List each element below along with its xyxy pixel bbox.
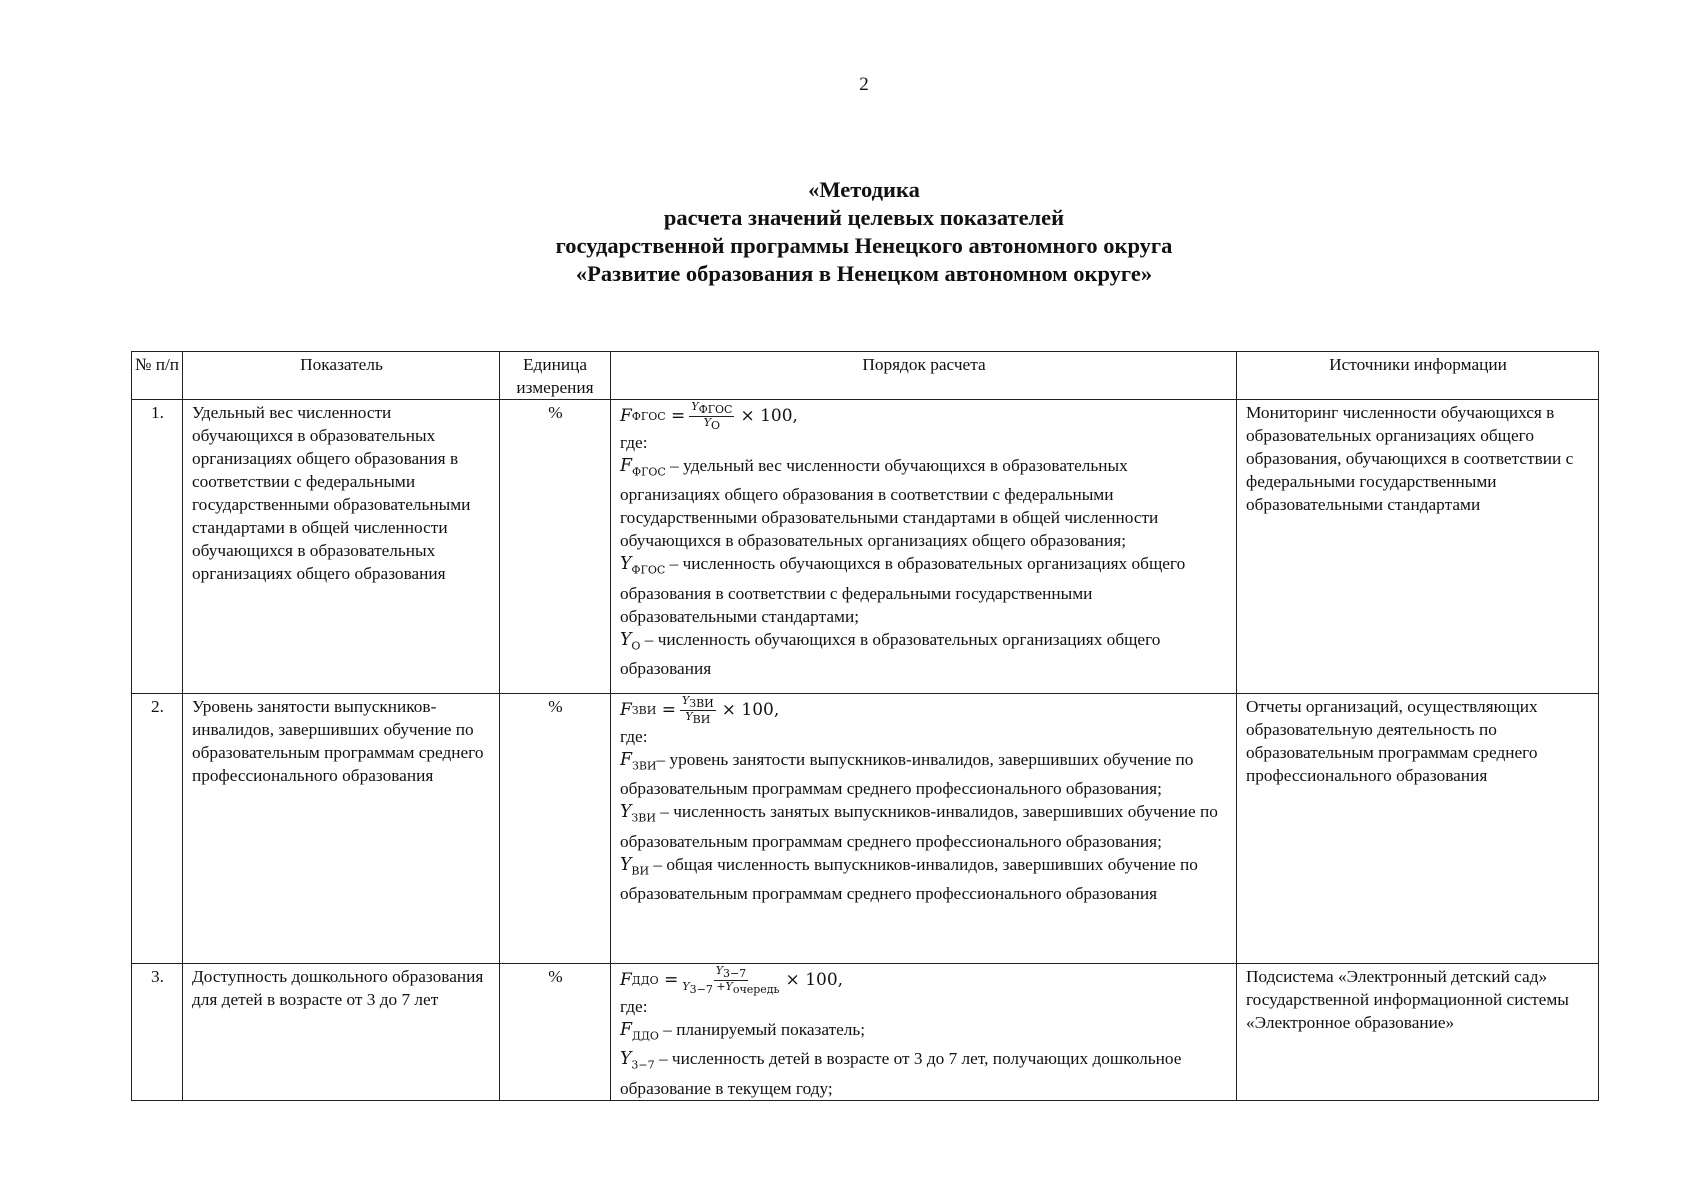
formula: F ФГОС = $\frac{Y_{ФГОС}}{Y_О}$ × 100, — [620, 399, 798, 432]
formula-lhs-sub: ЗВИ — [631, 703, 657, 717]
definition — [620, 748, 1228, 800]
formula: F ДДО = $\frac{Y_{3-7}}{Y_{3-7} +Y_{очередь}}$ × 100, — [620, 963, 844, 996]
def-symbol-sub: ВИ — [631, 864, 650, 878]
denominator-sub: О — [710, 418, 721, 432]
formula-tail: × 100, — [721, 699, 780, 720]
numerator: Y — [681, 693, 690, 707]
row-source: Отчеты организаций, осуществляющих образовательную деятельность по образовательным программам среднего профессионального образования — [1237, 694, 1599, 964]
row-calc — [611, 400, 1237, 694]
numerator: Y — [691, 399, 699, 413]
numerator-sub: ФГОС — [698, 402, 733, 416]
def-symbol: F — [620, 1020, 632, 1040]
row-calc — [611, 964, 1237, 1101]
title-line-3: государственной программы Ненецкого автономного округа — [555, 233, 1173, 258]
formula-tail: × 100, — [785, 969, 844, 990]
formula-lhs-sub: ДДО — [631, 973, 659, 987]
def-text: – общая численность выпускников-инвалидов, завершивших обучение по образовательным программам среднего профессионального образования — [620, 854, 1198, 904]
def-text: – численность обучающихся в образовательных организациях общего образования — [620, 629, 1161, 679]
def-symbol: F — [620, 456, 632, 476]
row-num: 1. — [132, 400, 183, 694]
page-number: 2 — [859, 74, 869, 95]
definition — [620, 628, 1228, 680]
header-source: Источники информации — [1237, 352, 1599, 400]
definition — [620, 1047, 1228, 1099]
denominator: Y — [703, 415, 711, 429]
where-label: где: — [620, 727, 648, 746]
formula: F ЗВИ = $\frac{Y_{ЗВИ}}{Y_{ВИ}}$ × 100, — [620, 693, 780, 726]
header-calc: Порядок расчета — [611, 352, 1237, 400]
def-symbol: Y — [620, 554, 632, 575]
def-text: – численность занятых выпускников-инвалидов, завершивших обучение по образовательным программам среднего профессионального образования; — [620, 802, 1218, 851]
def-symbol: Y — [620, 629, 632, 650]
title-line-4: «Развитие образования в Ненецком автономном округе» — [575, 261, 1153, 286]
def-symbol: F — [620, 750, 632, 770]
def-symbol-sub: ФГОС — [631, 563, 666, 577]
fraction — [689, 401, 734, 432]
numerator-sub: ЗВИ — [689, 696, 714, 710]
row-indicator: Уровень занятости выпускников-инвалидов, завершивших обучение по образовательным программам среднего профессионального образования — [183, 694, 500, 964]
row-num: 2. — [132, 694, 183, 964]
def-symbol: Y — [620, 802, 632, 823]
title-line-1: «Методика — [808, 177, 920, 202]
formula-lhs: F — [620, 969, 632, 990]
header-unit: Единица измерения — [500, 352, 611, 400]
where-label: где: — [620, 997, 648, 1016]
row-source: Подсистема «Электронный детский сад» государственной информационной системы «Электронное образование» — [1237, 964, 1599, 1101]
row-unit: % — [500, 400, 611, 694]
definition — [620, 552, 1228, 627]
denominator-plus: +Y — [716, 979, 733, 993]
def-symbol-sub: ЗВИ — [631, 811, 656, 825]
table-row — [132, 964, 1599, 1101]
formula-lhs: F — [620, 699, 632, 720]
denominator-sub: ВИ — [692, 712, 711, 726]
definition — [620, 800, 1228, 852]
def-symbol-sub: 3−7 — [631, 1058, 655, 1072]
def-symbol-sub: ФГОС — [632, 465, 666, 479]
fraction — [680, 695, 716, 726]
header-indicator: Показатель — [183, 352, 500, 400]
denominator-sub: 3−7 — [689, 982, 713, 996]
fraction — [682, 965, 779, 996]
header-num: № п/п — [132, 352, 183, 400]
def-text: – численность детей в возрасте от 3 до 7 лет, получающих дошкольное образование в текущем году; — [620, 1049, 1182, 1098]
def-symbol: Y — [620, 1049, 632, 1070]
table-row — [132, 694, 1599, 964]
row-unit: % — [500, 964, 611, 1101]
row-num: 3. — [132, 964, 183, 1101]
denominator: Y — [682, 979, 690, 993]
numerator-sub: 3−7 — [722, 966, 747, 980]
definition — [620, 1018, 1228, 1047]
def-text: – планируемый показатель; — [658, 1020, 866, 1039]
numerator: Y — [715, 963, 723, 977]
formula-lhs: F — [620, 405, 632, 426]
row-indicator: Удельный вес численности обучающихся в образовательных организациях общего образования в соответствии с федеральными государственными образовательными стандартами в общей численности обучающихся в образовательных организациях общего образования — [183, 400, 500, 694]
row-indicator: Доступность дошкольного образования для детей в возрасте от 3 до 7 лет — [183, 964, 500, 1101]
def-symbol-sub: О — [631, 639, 641, 653]
table-header-row — [132, 352, 1599, 400]
title-line-2: расчета значений целевых показателей — [663, 205, 1065, 230]
row-unit: % — [500, 694, 611, 964]
formula-lhs-sub: ФГОС — [631, 409, 666, 423]
def-text: – уровень занятости выпускников-инвалидов, завершивших обучение по образовательным программам среднего профессионального образования; — [620, 750, 1194, 799]
def-symbol-sub: ЗВИ — [632, 759, 657, 773]
def-symbol: Y — [620, 854, 632, 875]
row-source: Мониторинг численности обучающихся в образовательных организациях общего образования, обучающихся в соответствии с федеральными государственными образовательными стандартами — [1237, 400, 1599, 694]
document-title — [0, 176, 1698, 288]
def-symbol-sub: ДДО — [632, 1029, 659, 1043]
row-calc — [611, 694, 1237, 964]
def-text: – численность обучающихся в образовательных организациях общего образования в соответствии с федеральными государственными образовательными стандартами; — [620, 554, 1186, 626]
table-row — [132, 400, 1599, 694]
denominator-plus-sub: очередь — [732, 982, 780, 996]
denominator: Y — [685, 709, 693, 723]
formula-tail: × 100, — [740, 405, 798, 426]
definition — [620, 454, 1228, 552]
definition — [620, 853, 1228, 905]
where-label: где: — [620, 433, 648, 452]
def-text: – удельный вес численности обучающихся в образовательных организациях общего образования в соответствии с федеральными государственными образовательными стандартами в общей численности обучающихся в образовательных организациях общего образования; — [620, 456, 1159, 551]
methodology-table — [131, 351, 1599, 1101]
